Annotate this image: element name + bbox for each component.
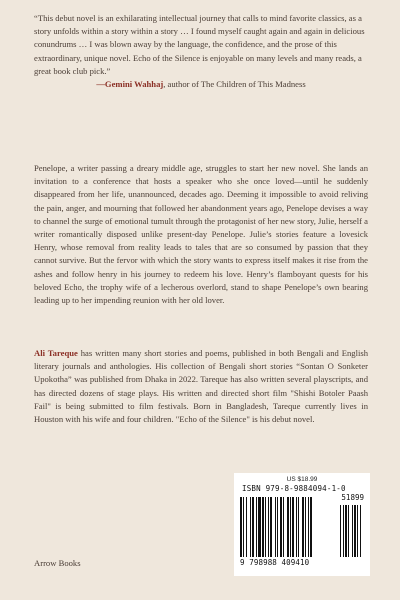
endorser-credit: , author of The Children of This Madness [163,79,306,90]
isbn-label: ISBN 979-8-9884094-1-0 [242,484,346,493]
price-label: US $18.99 [286,476,318,483]
barcode-icon [240,497,364,559]
endorsement-quote: “This debut novel is an exhilarating intellectual journey that calls to mind favorite classics, as a story unfolds within a story within a story … I found myself caught again and again in delicious conundrums … I was blown away by the language, the confidence, and the prose of this extraordinary, unique novel. Echo of the Silence is enjoyable on many levels and many reads, a great book club pick.” [34,13,365,76]
author-bio-text: has written many short stories and poems, published in both Bengali and English literary journals and anthologies. His collection of Bengali short stories “Sontan O Sonketer Upokotha” was published from Dhaka in 2022. Tareque has also written several playscripts, and has directed dozens of stage plays. His written and directed short film "Shishi Botoler Paash Fail" is being submitted to film festivals. Born in Bangladesh, Tareque currently lives in Houston with his wife and four children. "Echo of the Silence" is his debut novel. [34,348,368,425]
endorser-name: —Gemini Wahhaj [96,79,164,90]
endorsement-attribution [34,78,368,91]
synopsis: Penelope, a writer passing a dreary middle age, struggles to start her new novel. She lands an invitation to a conference that hosts a speaker who she once loved—until he suddenly disappeared from her life, unannounced, decades ago. Deeming it impossible to avoid reliving the pain, anger, and mourning that followed her abandonment years ago, Penelope devises a way to channel the surge of emotional tumult through the protagonist of her new story, Julie, herself a writer romantically disposed unlike present-day Penelope. Julie’s stories feature a lovesick Henry, whose removal from reality leads to tales that are so consumed by passion that they cannot survive. But the fervor with which the story wants to express itself makes it rise from the ashes and follow henry in his journey to redeem his love. Henry’s flamboyant quests for his beloved Echo, the trophy wife of a lecherous overlord, stand to shape Penelope’s own bearing leading up to her impending reunion with her old lover. [34,163,368,306]
endorsement-blurb [34,12,368,91]
barcode-panel [234,473,370,576]
author-bio [34,347,368,426]
author-name: Ali Tareque [34,348,78,358]
publisher-name: Arrow Books [34,558,81,568]
price-addon-code: 51899 [341,493,364,502]
barcode-digits: 9 798988 409410 [240,558,310,567]
